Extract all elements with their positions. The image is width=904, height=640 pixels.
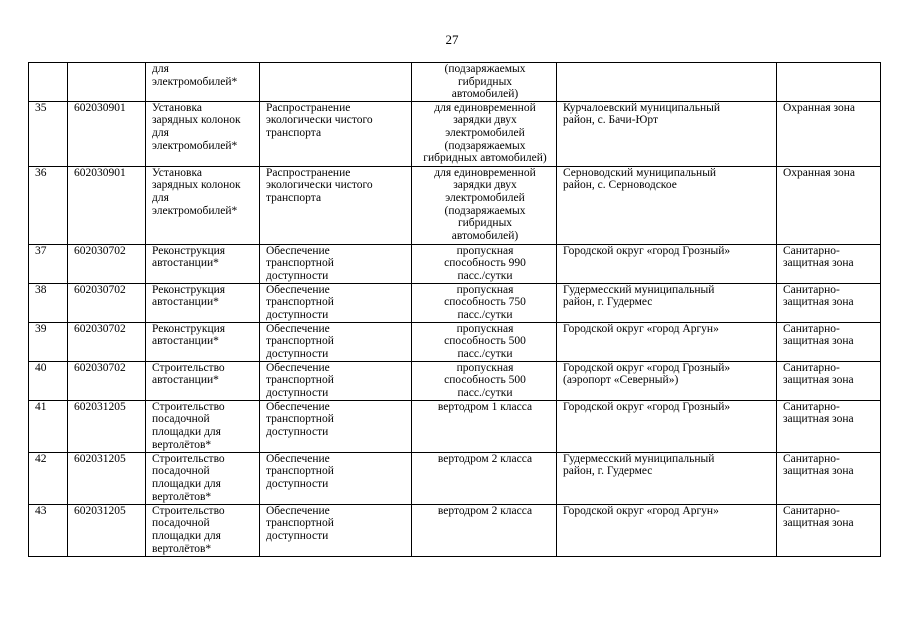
cell-code: 602030702 [68,244,146,283]
cell-name: Строительство автостанции* [146,361,260,400]
cell-capacity: (подзаряжаемых гибридных автомобилей) [412,63,557,102]
cell-code: 602030702 [68,361,146,400]
cell-purpose: Обеспечение транспортной доступности [260,361,412,400]
table-row [29,361,881,400]
table-row [29,452,881,504]
table-body [29,63,881,557]
cell-purpose: Обеспечение транспортной доступности [260,244,412,283]
cell-capacity: вертодром 2 класса [412,504,557,556]
cell-location: Гудермесский муниципальный район, г. Гудермес [557,283,777,322]
cell-location: Городской округ «город Аргун» [557,504,777,556]
cell-number: 43 [29,504,68,556]
table-row [29,400,881,452]
cell-code: 602031205 [68,504,146,556]
cell-code: 602031205 [68,400,146,452]
cell-name: Реконструкция автостанции* [146,283,260,322]
cell-number: 36 [29,166,68,244]
cell-zone: Санитарно- защитная зона [777,400,881,452]
cell-location: Курчалоевский муниципальный район, с. Бачи-Юрт [557,101,777,166]
table-row [29,63,881,102]
table-row [29,101,881,166]
cell-purpose: Обеспечение транспортной доступности [260,452,412,504]
cell-number [29,63,68,102]
objects-table [28,62,881,557]
cell-location: Городской округ «город Грозный» (аэропорт «Северный») [557,361,777,400]
cell-zone: Санитарно- защитная зона [777,361,881,400]
cell-zone: Санитарно- защитная зона [777,283,881,322]
cell-capacity: для единовременной зарядки двух электромобилей (подзаряжаемых гибридных автомобилей) [412,166,557,244]
cell-location: Серноводский муниципальный район, с. Серноводское [557,166,777,244]
cell-zone: Санитарно- защитная зона [777,244,881,283]
cell-purpose: Обеспечение транспортной доступности [260,504,412,556]
cell-location [557,63,777,102]
cell-purpose: Обеспечение транспортной доступности [260,322,412,361]
cell-capacity: пропускная способность 500 пасс./сутки [412,361,557,400]
cell-number: 37 [29,244,68,283]
table-row [29,283,881,322]
cell-number: 40 [29,361,68,400]
cell-code [68,63,146,102]
cell-name: Реконструкция автостанции* [146,322,260,361]
page-number: 27 [445,32,459,47]
cell-zone: Охранная зона [777,166,881,244]
cell-zone: Санитарно- защитная зона [777,322,881,361]
cell-number: 41 [29,400,68,452]
cell-code: 602030702 [68,322,146,361]
cell-purpose [260,63,412,102]
cell-location: Городской округ «город Грозный» [557,400,777,452]
cell-zone: Санитарно- защитная зона [777,452,881,504]
cell-location: Городской округ «город Грозный» [557,244,777,283]
cell-capacity: вертодром 2 класса [412,452,557,504]
cell-purpose: Распространение экологически чистого транспорта [260,166,412,244]
cell-purpose: Распространение экологически чистого транспорта [260,101,412,166]
cell-code: 602030901 [68,166,146,244]
cell-capacity: пропускная способность 990 пасс./сутки [412,244,557,283]
table-row [29,166,881,244]
cell-purpose: Обеспечение транспортной доступности [260,283,412,322]
cell-name: Строительство посадочной площадки для вертолётов* [146,504,260,556]
cell-zone [777,63,881,102]
cell-name: Установка зарядных колонок для электромобилей* [146,101,260,166]
cell-name: Строительство посадочной площадки для вертолётов* [146,400,260,452]
table-row [29,244,881,283]
cell-location: Гудермесский муниципальный район, г. Гудермес [557,452,777,504]
cell-location: Городской округ «город Аргун» [557,322,777,361]
cell-capacity: пропускная способность 750 пасс./сутки [412,283,557,322]
cell-purpose: Обеспечение транспортной доступности [260,400,412,452]
cell-code: 602030702 [68,283,146,322]
cell-name: для электромобилей* [146,63,260,102]
cell-name: Установка зарядных колонок для электромобилей* [146,166,260,244]
cell-number: 39 [29,322,68,361]
cell-number: 42 [29,452,68,504]
cell-name: Реконструкция автостанции* [146,244,260,283]
cell-zone: Санитарно- защитная зона [777,504,881,556]
cell-capacity: вертодром 1 класса [412,400,557,452]
cell-capacity: для единовременной зарядки двух электромобилей (подзаряжаемых гибридных автомобилей) [412,101,557,166]
cell-number: 35 [29,101,68,166]
table-row [29,322,881,361]
cell-name: Строительство посадочной площадки для вертолётов* [146,452,260,504]
table-row [29,504,881,556]
cell-code: 602030901 [68,101,146,166]
cell-number: 38 [29,283,68,322]
cell-capacity: пропускная способность 500 пасс./сутки [412,322,557,361]
cell-code: 602031205 [68,452,146,504]
cell-zone: Охранная зона [777,101,881,166]
